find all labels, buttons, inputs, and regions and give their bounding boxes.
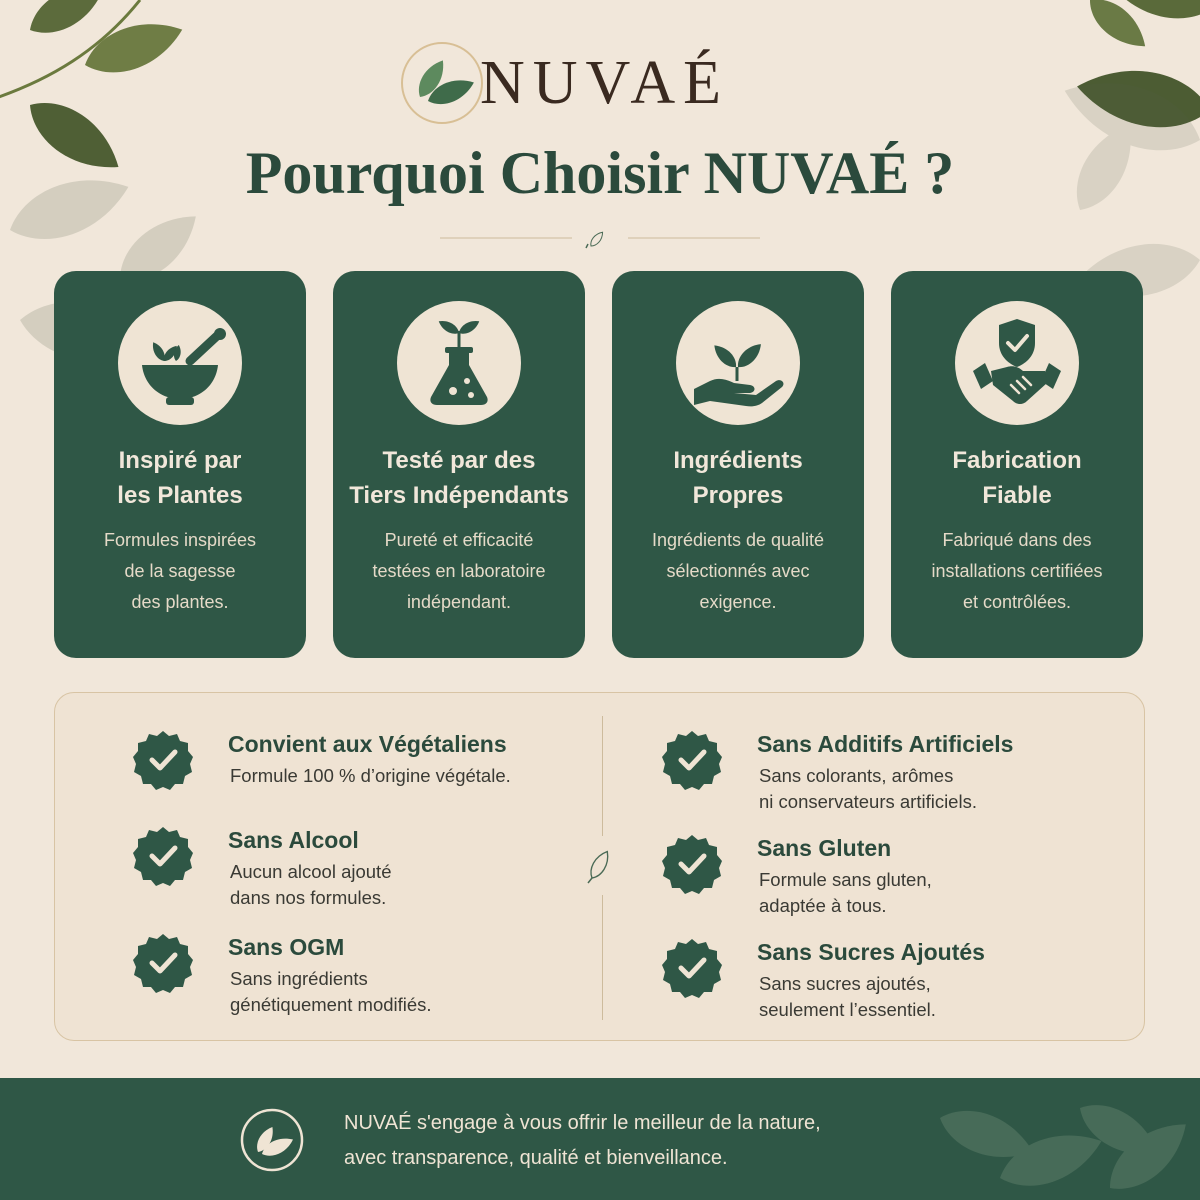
feature-card-tested xyxy=(333,271,585,658)
panel-divider xyxy=(602,895,603,1020)
panel-divider xyxy=(602,716,603,836)
benefit-desc-line: Aucun alcool ajouté xyxy=(230,861,392,882)
benefit-title: Convient aux Végétaliens xyxy=(228,731,507,757)
feature-card-plants xyxy=(54,271,306,658)
footer-message xyxy=(344,1106,821,1176)
benefit-title: Sans OGM xyxy=(228,934,345,960)
check-badge-icon xyxy=(661,937,723,999)
benefit-desc-line: adaptée à tous. xyxy=(759,895,887,916)
hand-leaf-icon xyxy=(676,301,800,425)
shield-handshake-icon xyxy=(955,301,1079,425)
card-desc-line: Pureté et efficacité xyxy=(384,530,534,550)
benefit-desc-line: seulement l’essentiel. xyxy=(759,999,936,1020)
card-title-line: Fiable xyxy=(982,482,1052,509)
card-desc-line: exigence. xyxy=(699,592,777,612)
benefit-desc-line: Formule sans gluten, xyxy=(759,869,932,890)
mortar-pestle-icon xyxy=(118,301,242,425)
benefit-desc-line: Sans ingrédients xyxy=(230,968,368,989)
benefit-title: Sans Sucres Ajoutés xyxy=(757,939,985,965)
benefit-desc-line: dans nos formules. xyxy=(230,887,387,908)
card-desc-line: testées en laboratoire xyxy=(372,561,546,581)
card-title-line: Ingrédients xyxy=(673,447,803,474)
card-desc-line: Fabriqué dans des xyxy=(942,530,1092,550)
card-desc-line: Ingrédients de qualité xyxy=(651,530,825,550)
check-badge-icon xyxy=(661,729,723,791)
check-badge-icon xyxy=(132,932,194,994)
leaf-emblem-icon xyxy=(240,1108,304,1172)
card-title-line: Tiers Indépendants xyxy=(349,482,569,509)
card-title-line: Fabrication xyxy=(952,447,1082,474)
card-desc-line: sélectionnés avec xyxy=(666,561,810,581)
card-desc-line: des plantes. xyxy=(131,592,229,612)
benefit-desc-line: ni conservateurs artificiels. xyxy=(759,791,977,812)
card-desc-line: de la sagesse xyxy=(124,561,236,581)
footer-leaf-decoration xyxy=(880,1078,1200,1200)
benefit-desc-line: Formule 100 % d’origine végétale. xyxy=(230,765,511,786)
flask-sprout-icon xyxy=(397,301,521,425)
benefit-desc-line: génétiquement modifiés. xyxy=(230,994,432,1015)
footer-banner xyxy=(0,1078,1200,1200)
card-title-line: Inspiré par xyxy=(118,447,242,474)
check-badge-icon xyxy=(132,825,194,887)
feature-card-ingredients xyxy=(612,271,864,658)
brand-logo xyxy=(398,38,729,128)
benefit-title: Sans Additifs Artificiels xyxy=(757,731,1014,757)
benefit-title: Sans Alcool xyxy=(228,827,359,853)
check-badge-icon xyxy=(661,833,723,895)
page-title: Pourquoi Choisir NUVAÉ ? xyxy=(245,140,955,206)
benefit-desc-line: Sans sucres ajoutés, xyxy=(759,973,931,994)
footer-line: avec transparence, qualité et bienveillance. xyxy=(344,1147,728,1169)
card-title-line: Propres xyxy=(692,482,784,509)
card-desc-line: et contrôlées. xyxy=(962,592,1072,612)
leaf-logo-icon xyxy=(398,39,486,127)
feature-card-manufacturing xyxy=(891,271,1143,658)
benefit-title: Sans Gluten xyxy=(757,835,892,861)
card-desc-line: Formules inspirées xyxy=(103,530,257,550)
footer-line: NUVAÉ s'engage à vous offrir le meilleur de la nature, xyxy=(344,1112,821,1134)
card-desc-line: installations certifiées xyxy=(931,561,1103,581)
brand-name: NUVAÉ xyxy=(480,49,729,117)
benefit-desc-line: Sans colorants, arômes xyxy=(759,765,954,786)
card-title-line: les Plantes xyxy=(117,482,243,509)
leaf-divider-icon xyxy=(586,846,620,884)
check-badge-icon xyxy=(132,729,194,791)
card-desc-line: indépendant. xyxy=(406,592,512,612)
title-divider xyxy=(440,224,760,252)
card-title-line: Testé par des xyxy=(382,447,536,474)
